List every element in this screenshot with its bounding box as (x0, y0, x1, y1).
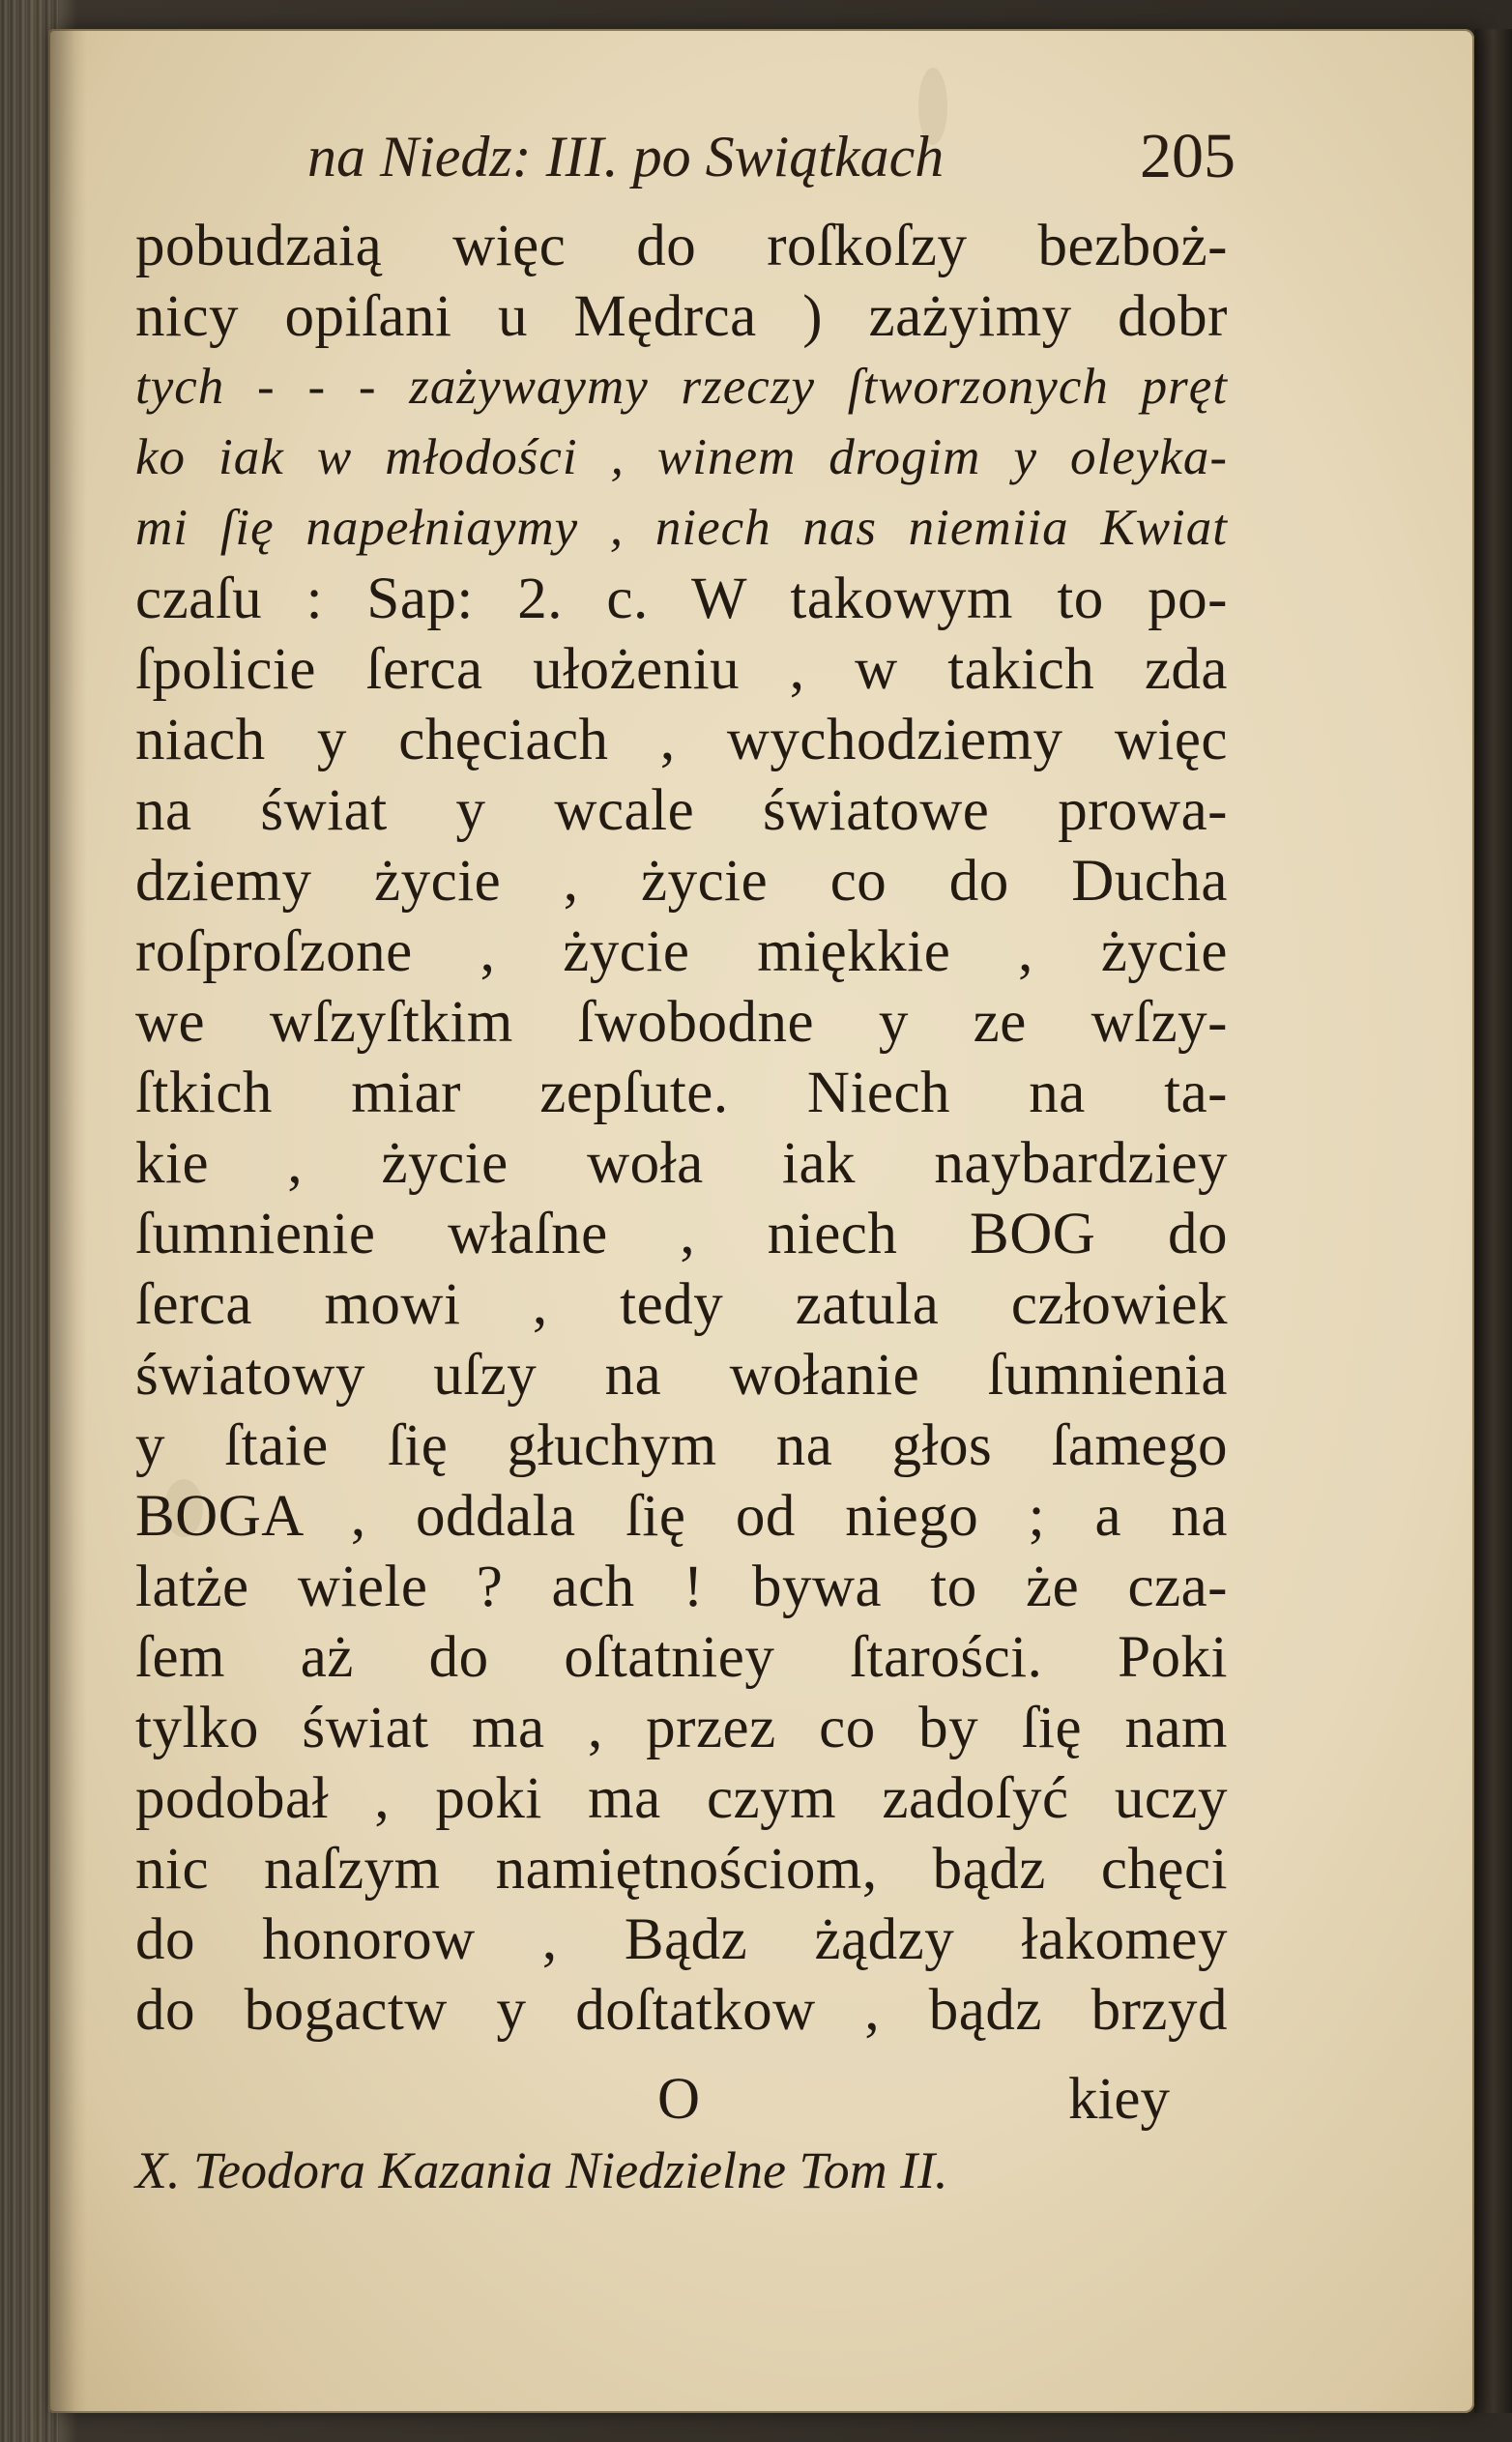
text-line: ſem aż do oſtatniey ſtarości. Poki (135, 1625, 1228, 1690)
text-line: roſproſzone , życie miękkie , życie (135, 919, 1228, 984)
text-line: BOGA , oddala ſię od niego ; a na (135, 1484, 1228, 1549)
catchline (135, 2064, 1228, 2135)
text-line: tylko świat ma , przez co by ſię nam (135, 1696, 1228, 1760)
page-number: 205 (1140, 121, 1236, 191)
text-line: ko iak w młodości , winem drogim y oleyka- (135, 429, 1228, 485)
text-line: nic naſzym namiętnościom, bądz chęci (135, 1837, 1228, 1902)
text-line: do bogactw y doſtatkow , bądz brzyd (135, 1978, 1228, 2043)
text-line: podobał , poki ma czym zadoſyć uczy (135, 1766, 1228, 1831)
body-text (135, 211, 1228, 2046)
text-line: latże wiele ? ach ! bywa to że cza- (135, 1555, 1228, 1619)
text-line: ſpolicie ſerca ułożeniu , w takich zda (135, 637, 1228, 702)
catchword: kiey (1067, 2067, 1170, 2132)
text-line: czaſu : Sap: 2. c. W takowym to po- (135, 567, 1228, 631)
running-header (307, 108, 1236, 205)
text-line: dziemy życie , życie co do Ducha (135, 849, 1228, 914)
signature-mark: O (657, 2067, 701, 2132)
page-fold-shadow (48, 29, 87, 2413)
book-binding (1474, 29, 1512, 2413)
running-title: na Niedz: III. po Swiątkach (307, 125, 945, 189)
text-line: y ſtaie ſię głuchym na głos ſamego (135, 1413, 1228, 1478)
text-line: ſumnienie właſne , niech BOG do (135, 1202, 1228, 1266)
text-line: kie , życie woła iak naybardziey (135, 1131, 1228, 1196)
text-line: tych - - - zażywaymy rzeczy ſtworzonych pręt (135, 359, 1228, 415)
text-line: nicy opiſani u Mędrca ) zażyimy dobr (135, 284, 1228, 349)
signature-footer: X. Teodora Kazania Niedzielne Tom II. (135, 2141, 948, 2199)
text-line: ſtkich miar zepſute. Niech na ta- (135, 1061, 1228, 1125)
text-line: światowy uſzy na wołanie ſumnienia (135, 1343, 1228, 1408)
text-line: do honorow , Bądz żądzy łakomey (135, 1907, 1228, 1972)
text-line: niach y chęciach , wychodziemy więc (135, 708, 1228, 772)
text-line: we wſzyſtkim ſwobodne y ze wſzy- (135, 990, 1228, 1055)
text-line: pobudzaią więc do roſkoſzy bezboż- (135, 214, 1228, 278)
text-line: ſerca mowi , tedy zatula człowiek (135, 1272, 1228, 1337)
text-line: na świat y wcale światowe prowa- (135, 778, 1228, 843)
text-line: mi ſię napełniaymy , niech nas niemiia Kwiat (135, 500, 1228, 556)
